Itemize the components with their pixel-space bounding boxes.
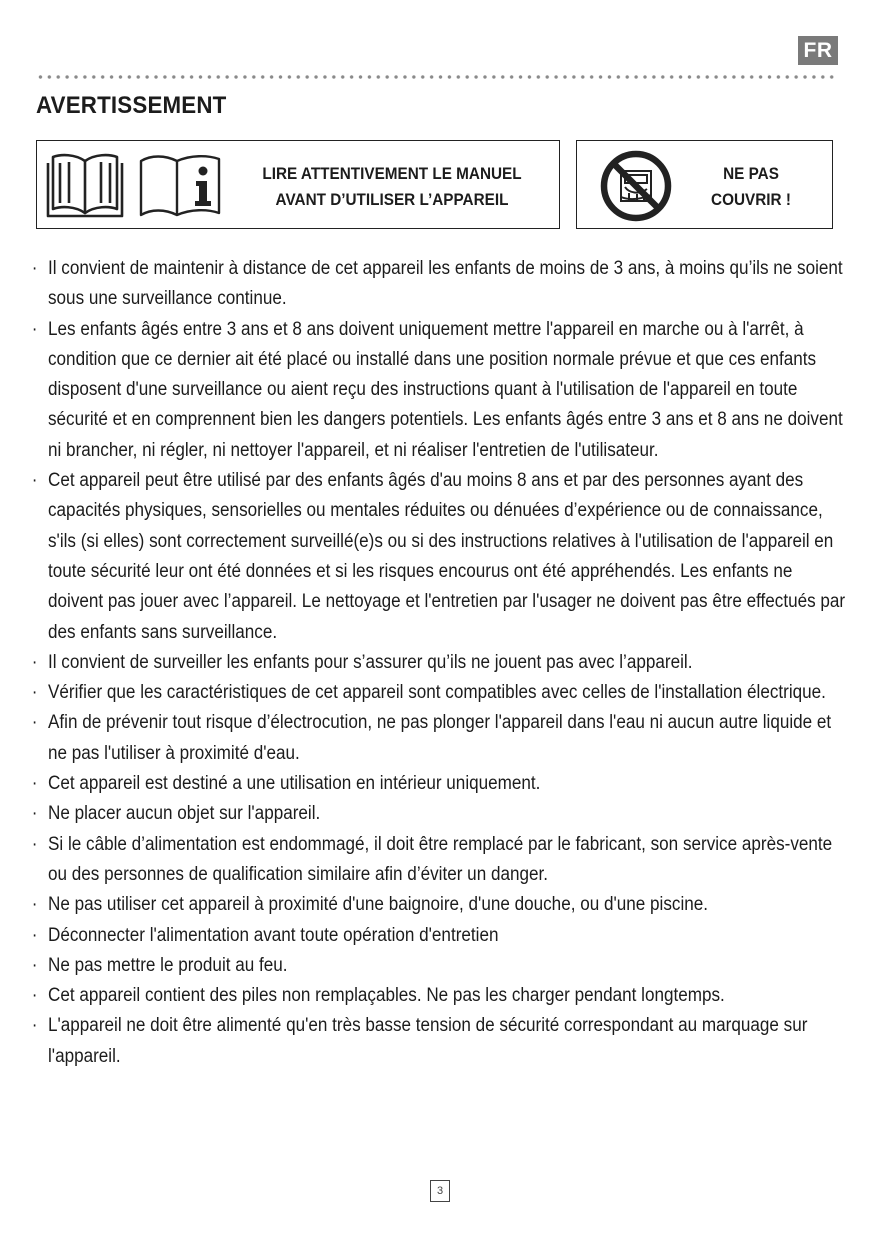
warning-item <box>30 708 847 769</box>
warning-text: Il convient de maintenir à distance de cet appareil les enfants de moins de 3 ans, à moins qu’ils ne soient sous une surveillance continue. <box>48 258 843 310</box>
warning-text: Vérifier que les caractéristiques de cet appareil sont compatibles avec celles de l'installation électrique. <box>48 682 826 704</box>
do-not-cover-notice <box>576 140 833 229</box>
bullet-icon: · <box>31 985 38 1007</box>
bullet-icon: · <box>31 924 38 946</box>
do-not-cover-icon <box>599 149 673 223</box>
warning-text: Si le câble d’alimentation est endommagé, il doit être remplacé par le fabricant, son service après-vente ou des personnes de qualification similaire afin d’éviter un danger. <box>48 833 833 885</box>
bullet-icon: · <box>31 833 38 855</box>
info-manual-icon <box>137 153 223 217</box>
bullet-icon: · <box>31 954 38 976</box>
warning-item <box>30 1011 847 1072</box>
warning-text: Cet appareil est destiné a une utilisation en intérieur uniquement. <box>48 773 541 795</box>
warning-item <box>30 315 847 466</box>
warning-text: Il convient de surveiller les enfants pour s’assurer qu’ils ne jouent pas avec l’appareil. <box>48 651 693 673</box>
bullet-icon: · <box>31 318 38 340</box>
warning-item <box>30 466 847 648</box>
warning-text: Les enfants âgés entre 3 ans et 8 ans doivent uniquement mettre l'appareil en marche ou à l'arrêt, à condition que ce dernier ait été placé ou installé dans une position normale prévue et que ces enfants disposent d'une surveillance ou aient reçu des instructions quant à l'utilisation de l'appareil en toute sécurité et en comprennent bien les dangers potentiels. Les enfants âgés entre 3 ans et 8 ans ne doivent ni brancher, ni régler, ni nettoyer l'appareil, et ni réaliser l'entretien de l'utilisateur. <box>48 318 843 461</box>
do-not-cover-text: NE PAS COUVRIR ! <box>711 164 791 209</box>
warning-text: L'appareil ne doit être alimenté qu'en très basse tension de sécurité correspondant au marquage sur l'appareil. <box>48 1015 808 1067</box>
warning-item <box>30 648 847 678</box>
bullet-icon: · <box>31 470 38 492</box>
bullet-icon: · <box>31 1015 38 1037</box>
bullet-icon: · <box>31 803 38 825</box>
warning-item <box>30 890 847 920</box>
warning-item <box>30 769 847 799</box>
bullet-icon: · <box>31 682 38 704</box>
open-book-icon <box>45 151 125 219</box>
warning-text: Ne pas utiliser cet appareil à proximité d'une baignoire, d'une douche, ou d'une piscine. <box>48 894 709 916</box>
warning-item <box>30 678 847 708</box>
warning-item <box>30 981 847 1011</box>
warnings-list <box>30 254 860 1072</box>
bullet-icon: · <box>31 258 38 279</box>
dotted-divider <box>36 74 838 80</box>
warning-text: Cet appareil peut être utilisé par des enfants âgés d'au moins 8 ans et par des personnes ayant des capacités physiques, sensorielles ou mentales réduites ou dénuées d’expérience ou de connaissance, s'ils (si elles) sont correctement surveillé(e)s ou si des instructions relatives à l'utilisation de l'appareil en toute sécurité leur ont été données et si les risques encourus ont été appréhendés. Les enfants ne doivent pas jouer avec l’appareil. Le nettoyage et l'entretien par l'usager ne doivent pas être effectués par des enfants sans surveillance. <box>48 470 846 643</box>
warning-text: Déconnecter l'alimentation avant toute opération d'entretien <box>48 924 499 946</box>
warning-item <box>30 921 847 951</box>
warning-item <box>30 799 847 829</box>
warning-item <box>30 254 847 315</box>
page-number: 3 <box>430 1180 450 1202</box>
bullet-icon: · <box>31 651 38 673</box>
bullet-icon: · <box>31 712 38 734</box>
bullet-icon: · <box>31 894 38 916</box>
warning-text: Ne placer aucun objet sur l'appareil. <box>48 803 321 825</box>
page-title: AVERTISSEMENT <box>36 92 227 119</box>
warning-text: Afin de prévenir tout risque d’électrocution, ne pas plonger l'appareil dans l'eau ni aucun autre liquide et ne pas l'utiliser à proximité d'eau. <box>48 712 832 764</box>
language-badge: FR <box>798 36 838 65</box>
read-manual-text: LIRE ATTENTIVEMENT LE MANUEL AVANT D’UTILISER L’APPAREIL <box>262 164 522 209</box>
read-manual-notice <box>36 140 560 229</box>
warning-item <box>30 830 847 891</box>
warning-item <box>30 951 847 981</box>
warning-text: Cet appareil contient des piles non remplaçables. Ne pas les charger pendant longtemps. <box>48 985 725 1007</box>
bullet-icon: · <box>31 773 38 795</box>
warning-text: Ne pas mettre le produit au feu. <box>48 954 288 976</box>
